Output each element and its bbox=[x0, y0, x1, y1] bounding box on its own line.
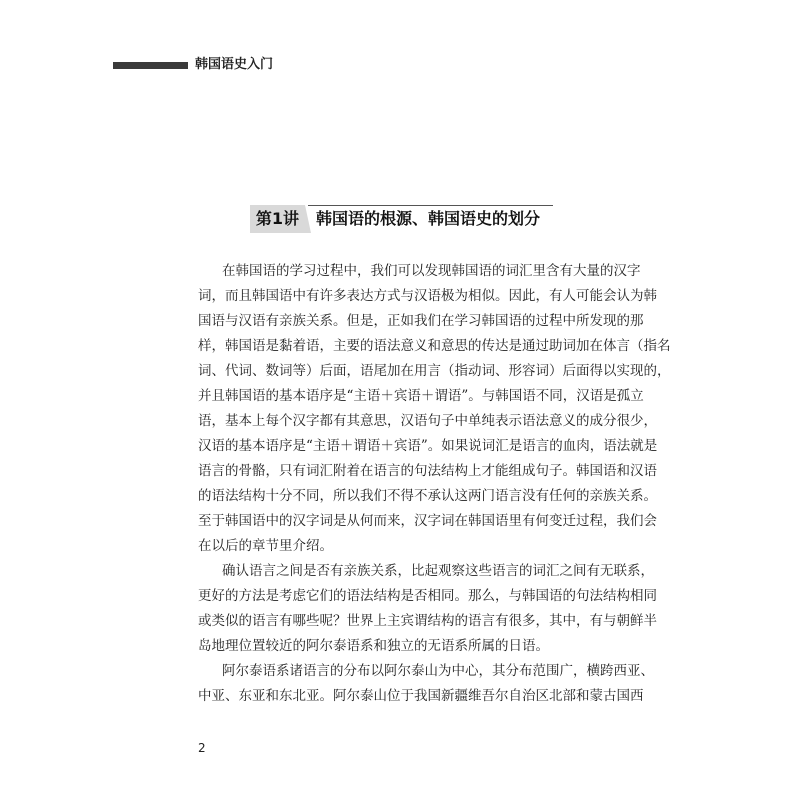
paragraph-line: 至于韩国语中的汉字词是从何而来，汉字词在韩国语里有何变迁过程，我们会 bbox=[198, 513, 657, 529]
paragraph-line: 词，而且韩国语中有许多表达方式与汉语极为相似。因此，有人可能会认为韩 bbox=[198, 288, 657, 304]
chapter-number: 第1讲 bbox=[250, 205, 305, 233]
chapter-title: 韩国语的根源、韩国语史的划分 bbox=[316, 209, 541, 228]
running-header-title: 韩国语史入门 bbox=[195, 57, 274, 72]
paragraph-line: 阿尔泰语系诸语言的分布以阿尔泰山为中心，其分布范围广，横跨西亚、 bbox=[222, 663, 654, 679]
page-number: 2 bbox=[198, 741, 206, 755]
body-text bbox=[198, 259, 671, 709]
paragraph-line: 样，韩国语是黏着语，主要的语法意义和意思的传达是通过助词加在体言（指名 bbox=[198, 338, 671, 354]
paragraph-line: 并且韩国语的基本语序是“主语＋宾语＋谓语”。与韩国语不同，汉语是孤立 bbox=[198, 388, 644, 404]
paragraph-line: 确认语言之间是否有亲族关系，比起观察这些语言的词汇之间有无联系， bbox=[222, 563, 654, 579]
paragraph-line: 汉语的基本语序是“主语＋谓语＋宾语”。如果说词汇是语言的血肉，语法就是 bbox=[198, 438, 658, 454]
paragraph-line: 语，基本上每个汉字都有其意思，汉语句子中单纯表示语法意义的成分很少， bbox=[198, 413, 657, 429]
header-decor-bar bbox=[113, 62, 188, 69]
paragraph-line: 更好的方法是考虑它们的语法结构是否相同。那么，与韩国语的句法结构相同 bbox=[198, 588, 657, 604]
chapter-number-tab-tail bbox=[305, 205, 311, 233]
paragraph-line: 中亚、东亚和东北亚。阿尔泰山位于我国新疆维吾尔自治区北部和蒙古国西 bbox=[198, 688, 644, 704]
paragraph-line: 国语与汉语有亲族关系。但是，正如我们在学习韩国语的过程中所发现的那 bbox=[198, 313, 644, 329]
chapter-heading bbox=[248, 195, 553, 241]
paragraph-line: 语言的骨骼，只有词汇附着在语言的句法结构上才能组成句子。韩国语和汉语 bbox=[198, 463, 657, 479]
paragraph-line: 岛地理位置较近的阿尔泰语系和独立的无语系所属的日语。 bbox=[198, 638, 549, 654]
paragraph-line: 在以后的章节里介绍。 bbox=[198, 538, 333, 554]
paragraph-line: 的语法结构十分不同，所以我们不得不承认这两门语言没有任何的亲族关系。 bbox=[198, 488, 657, 504]
paragraph-line: 词、代词、数词等）后面，语尾加在用言（指动词、形容词）后面得以实现的， bbox=[198, 363, 671, 379]
paragraph-line: 在韩国语的学习过程中，我们可以发现韩国语的词汇里含有大量的汉字 bbox=[222, 263, 641, 279]
paragraph-line: 或类似的语言有哪些呢？世界上主宾谓结构的语言有很多，其中，有与朝鲜半 bbox=[198, 613, 657, 629]
